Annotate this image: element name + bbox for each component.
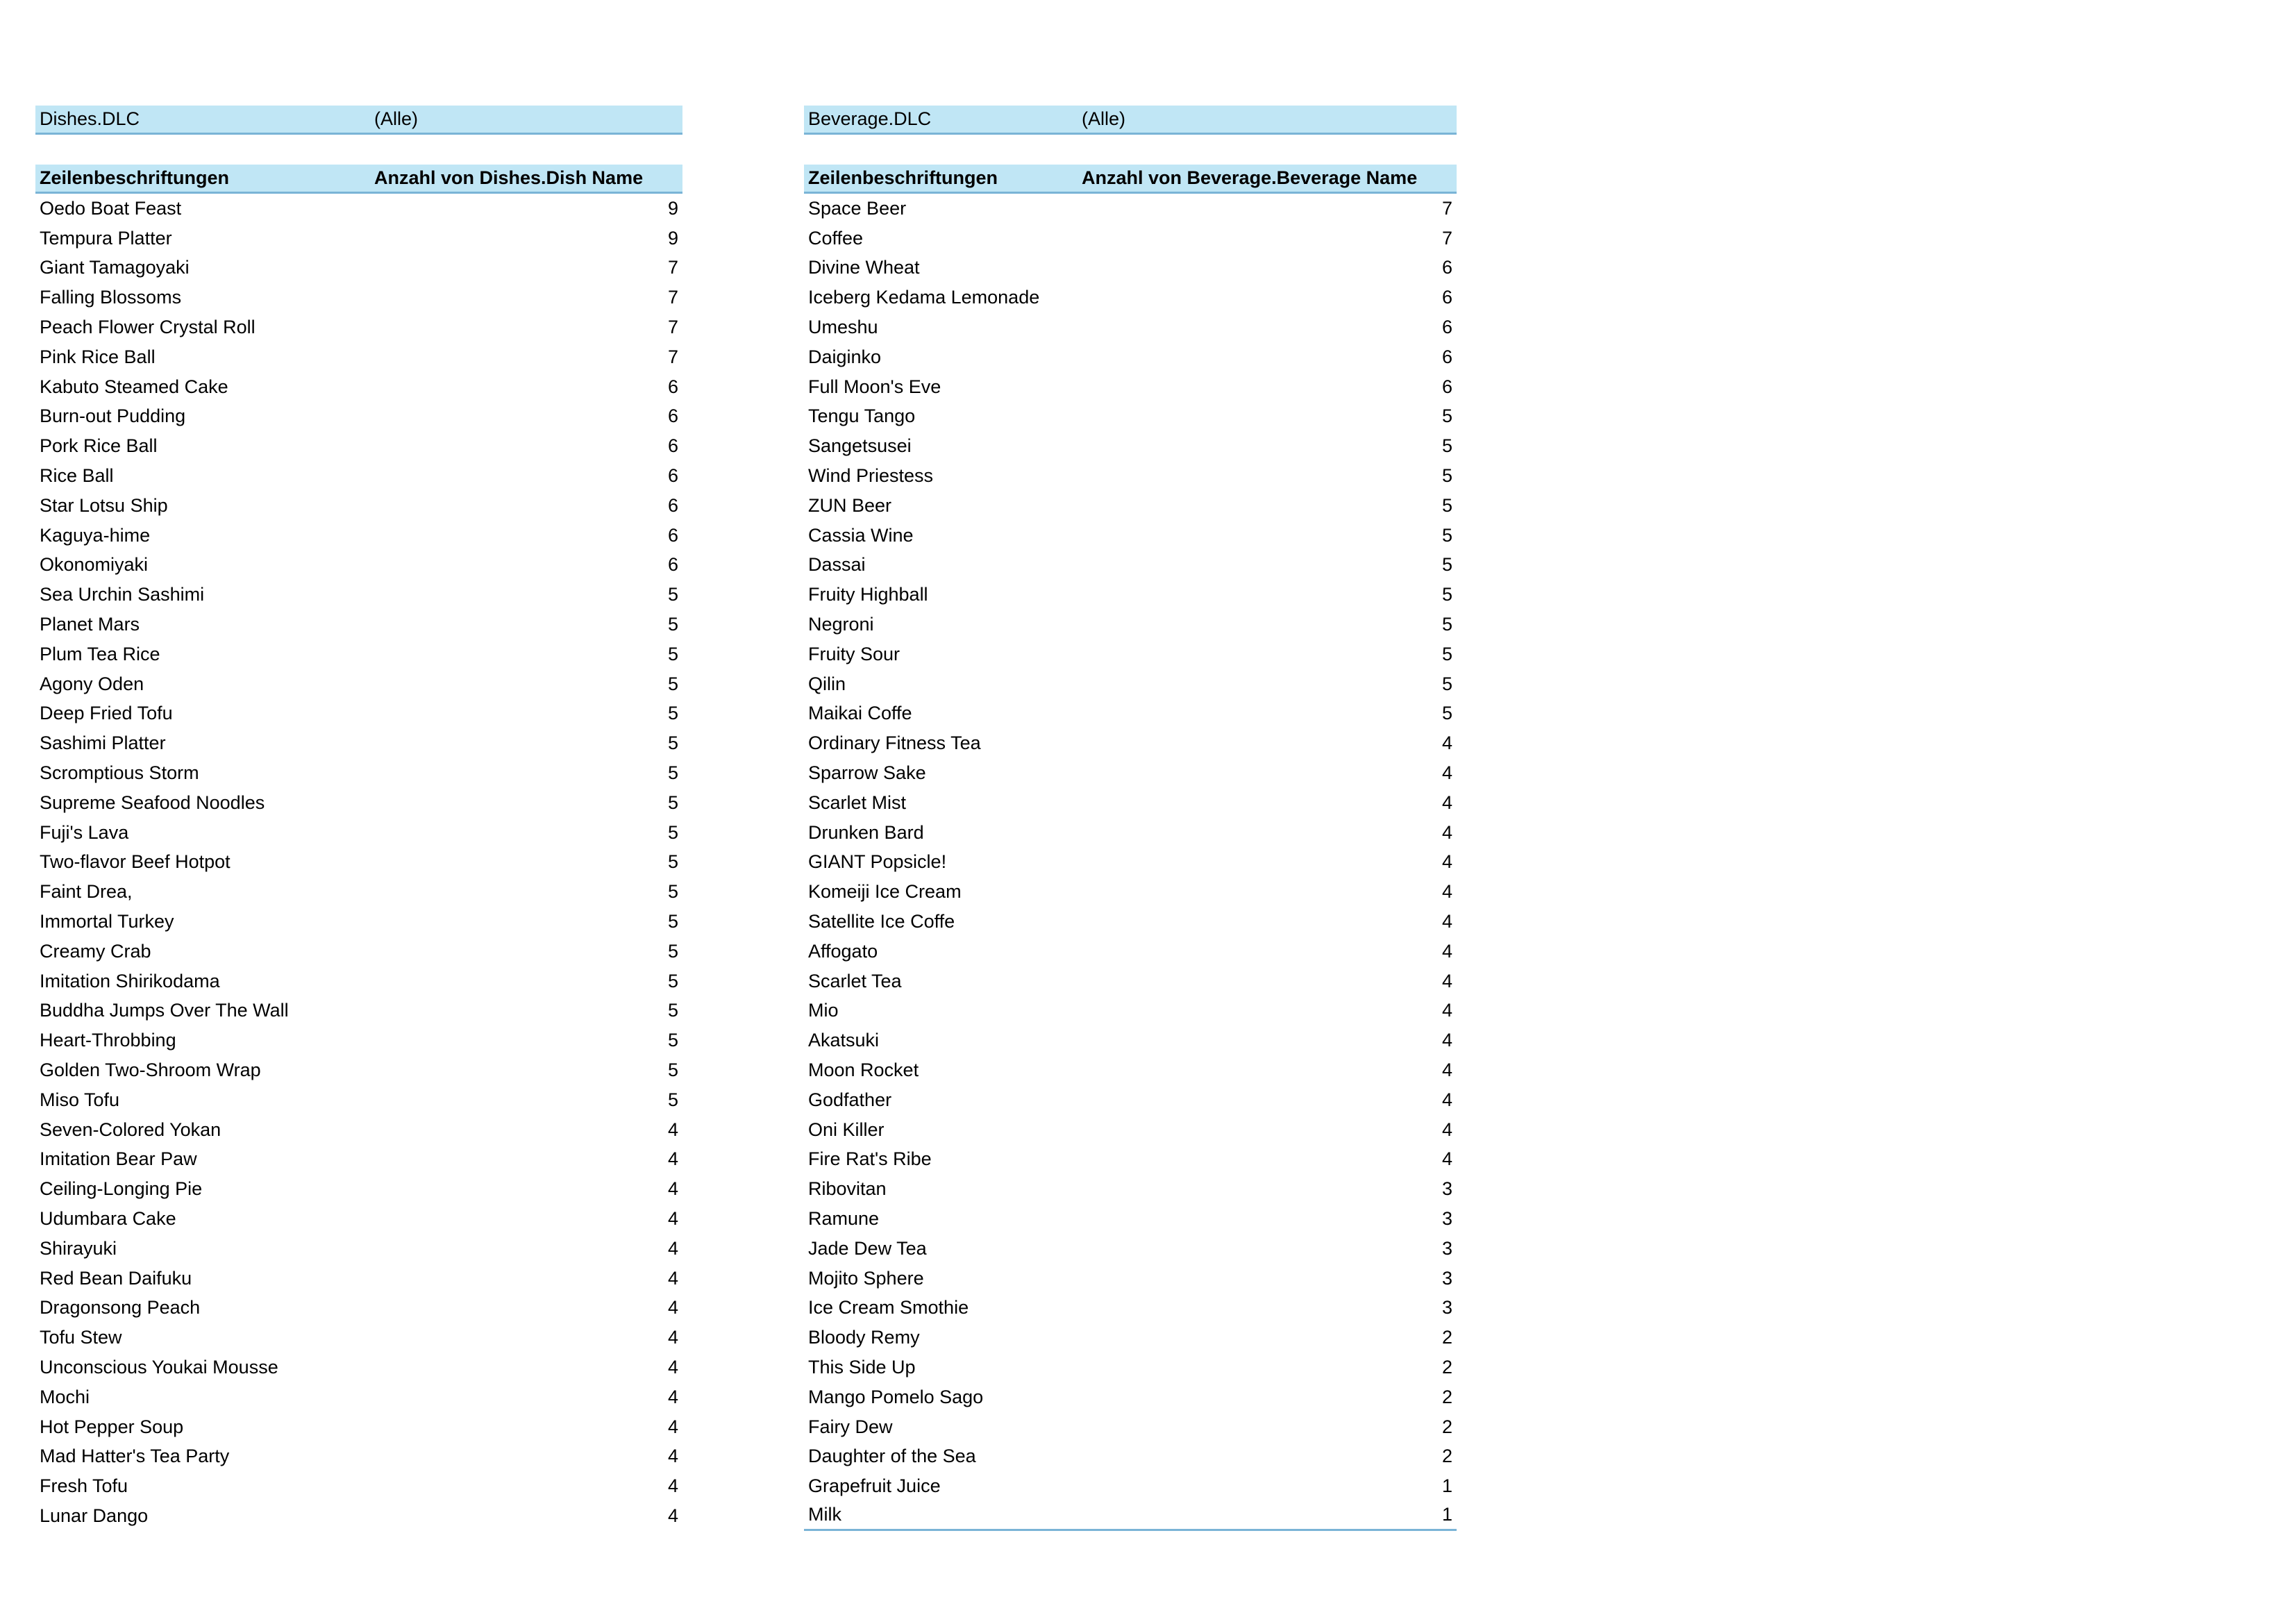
beverage-table-row[interactable] xyxy=(804,402,1457,432)
beverage-row-count: 5 xyxy=(1441,584,1452,605)
dishes-row-count: 4 xyxy=(667,1505,678,1526)
dishes-row-label: Giant Tamagoyaki xyxy=(40,257,190,278)
dishes-table-row[interactable] xyxy=(35,1234,682,1264)
dishes-value-header: Anzahl von Dishes.Dish Name xyxy=(374,167,644,188)
beverage-row-count: 2 xyxy=(1441,1416,1452,1437)
dishes-row-label: Ceiling-Longing Pie xyxy=(40,1178,203,1200)
beverage-table-row[interactable] xyxy=(804,521,1457,551)
beverage-table-row[interactable] xyxy=(804,1353,1457,1382)
dishes-table-row[interactable] xyxy=(35,639,682,669)
beverage-table-row[interactable] xyxy=(804,699,1457,729)
beverage-row-count: 5 xyxy=(1441,524,1452,546)
dishes-table-row[interactable] xyxy=(35,521,682,551)
dishes-table-row[interactable] xyxy=(35,372,682,402)
beverage-rows xyxy=(804,194,1457,1531)
beverage-row-count: 5 xyxy=(1441,405,1452,427)
dishes-table-row[interactable] xyxy=(35,669,682,699)
dishes-row-label: Imitation Shirikodama xyxy=(40,970,220,991)
beverage-table-row[interactable] xyxy=(804,610,1457,639)
beverage-row-count: 5 xyxy=(1441,435,1452,457)
beverage-row-label: Jade Dew Tea xyxy=(808,1237,927,1259)
beverage-table-row[interactable] xyxy=(804,1293,1457,1323)
dishes-row-label: Pork Rice Ball xyxy=(40,435,158,457)
dishes-table-row[interactable] xyxy=(35,996,682,1026)
dishes-table-row[interactable] xyxy=(35,699,682,729)
dishes-row-label: Udumbara Cake xyxy=(40,1207,176,1229)
beverage-row-label: Godfather xyxy=(808,1089,892,1110)
dishes-row-label: Pink Rice Ball xyxy=(40,346,156,367)
beverage-row-label: Negroni xyxy=(808,614,874,635)
beverage-row-count: 7 xyxy=(1441,197,1452,219)
dishes-row-count: 6 xyxy=(667,405,678,427)
dishes-row-label: Rice Ball xyxy=(40,465,114,487)
beverage-table-row[interactable] xyxy=(804,669,1457,699)
beverage-row-count: 3 xyxy=(1441,1267,1452,1289)
dishes-row-label: Fuji's Lava xyxy=(40,821,129,843)
dishes-table-row[interactable] xyxy=(35,937,682,966)
beverage-row-count: 5 xyxy=(1441,673,1452,694)
beverage-row-label: Daughter of the Sea xyxy=(808,1446,976,1467)
beverage-filter-field: Beverage.DLC xyxy=(808,108,932,129)
dishes-row-count: 4 xyxy=(667,1178,678,1200)
dishes-row-count: 4 xyxy=(667,1475,678,1497)
beverage-row-label: Maikai Coffe xyxy=(808,703,912,724)
dishes-row-label: Creamy Crab xyxy=(40,940,151,962)
beverage-table-row[interactable] xyxy=(804,907,1457,937)
beverage-row-label: Divine Wheat xyxy=(808,257,920,278)
dishes-row-count: 6 xyxy=(667,376,678,397)
beverage-table-row[interactable] xyxy=(804,580,1457,610)
beverage-row-label: Akatsuki xyxy=(808,1030,880,1051)
dishes-row-label: Mochi xyxy=(40,1386,90,1407)
dishes-table-row[interactable] xyxy=(35,1441,682,1471)
dishes-row-count: 4 xyxy=(667,1356,678,1378)
beverage-table-row[interactable] xyxy=(804,1323,1457,1353)
beverage-table-row[interactable] xyxy=(804,848,1457,878)
dishes-row-label: Supreme Seafood Noodles xyxy=(40,792,265,813)
dishes-row-count: 4 xyxy=(667,1446,678,1467)
beverage-table-row[interactable] xyxy=(804,877,1457,907)
beverage-row-count: 5 xyxy=(1441,554,1452,576)
beverage-table-row[interactable] xyxy=(804,1174,1457,1204)
dishes-row-count: 7 xyxy=(667,346,678,367)
dishes-row-label: Red Bean Daifuku xyxy=(40,1267,192,1289)
dishes-row-count: 5 xyxy=(667,614,678,635)
dishes-rows xyxy=(35,194,682,1531)
dishes-row-count: 4 xyxy=(667,1267,678,1289)
beverage-row-label: Space Beer xyxy=(808,197,907,219)
beverage-row-count: 4 xyxy=(1441,940,1452,962)
beverage-row-label: Fairy Dew xyxy=(808,1416,893,1437)
dishes-row-label: Heart-Throbbing xyxy=(40,1030,176,1051)
dishes-row-header[interactable]: Zeilenbeschriftungen xyxy=(40,167,230,188)
beverage-filter-value[interactable]: (Alle) xyxy=(1082,108,1126,129)
beverage-row-label: Qilin xyxy=(808,673,846,694)
beverage-row-count: 4 xyxy=(1441,911,1452,932)
dishes-table-row[interactable] xyxy=(35,877,682,907)
beverage-row-label: ZUN Beer xyxy=(808,494,892,516)
beverage-row-label: Drunken Bard xyxy=(808,821,924,843)
beverage-table-row[interactable] xyxy=(804,1145,1457,1175)
dishes-row-count: 4 xyxy=(667,1386,678,1407)
beverage-row-label: Scarlet Mist xyxy=(808,792,907,813)
beverage-row-label: Komeiji Ice Cream xyxy=(808,881,962,903)
dishes-row-label: Sashimi Platter xyxy=(40,733,166,754)
dishes-table-row[interactable] xyxy=(35,461,682,491)
beverage-row-count: 3 xyxy=(1441,1237,1452,1259)
dishes-row-label: Shirayuki xyxy=(40,1237,117,1259)
dishes-row-label: Scromptious Storm xyxy=(40,762,199,784)
dishes-row-count: 4 xyxy=(667,1237,678,1259)
dishes-row-count: 5 xyxy=(667,673,678,694)
dishes-row-count: 4 xyxy=(667,1119,678,1140)
beverage-table-row[interactable] xyxy=(804,996,1457,1026)
dishes-row-count: 5 xyxy=(667,792,678,813)
dishes-row-count: 5 xyxy=(667,1089,678,1110)
dishes-row-count: 7 xyxy=(667,287,678,308)
beverage-row-count: 5 xyxy=(1441,703,1452,724)
dishes-row-label: Agony Oden xyxy=(40,673,144,694)
beverage-row-label: Bloody Remy xyxy=(808,1327,920,1348)
dishes-table-row[interactable] xyxy=(35,283,682,312)
dishes-table-row[interactable] xyxy=(35,1382,682,1412)
beverage-row-count: 5 xyxy=(1441,614,1452,635)
dishes-row-count: 6 xyxy=(667,494,678,516)
dishes-row-label: Buddha Jumps Over The Wall xyxy=(40,1000,289,1021)
beverage-row-count: 4 xyxy=(1441,762,1452,784)
dishes-row-label: Two-flavor Beef Hotpot xyxy=(40,851,231,873)
beverage-row-count: 7 xyxy=(1441,227,1452,249)
dishes-row-label: Kaguya-hime xyxy=(40,524,151,546)
dishes-row-label: Tempura Platter xyxy=(40,227,172,249)
beverage-filter-row[interactable] xyxy=(804,106,1457,135)
dishes-row-label: Burn-out Pudding xyxy=(40,405,186,427)
dishes-row-label: Immortal Turkey xyxy=(40,911,174,932)
beverage-row-header[interactable]: Zeilenbeschriftungen xyxy=(808,167,998,188)
dishes-table-row[interactable] xyxy=(35,1293,682,1323)
dishes-table-row[interactable] xyxy=(35,1115,682,1145)
beverage-table-row[interactable] xyxy=(804,253,1457,283)
beverage-row-label: Cassia Wine xyxy=(808,524,914,546)
dishes-row-count: 5 xyxy=(667,733,678,754)
dishes-row-label: Hot Pepper Soup xyxy=(40,1416,184,1437)
beverage-row-label: Mojito Sphere xyxy=(808,1267,924,1289)
dishes-table-row[interactable] xyxy=(35,966,682,996)
beverage-table-row[interactable] xyxy=(804,1026,1457,1055)
beverage-row-count: 3 xyxy=(1441,1178,1452,1200)
beverage-row-label: Daiginko xyxy=(808,346,882,367)
beverage-table-row[interactable] xyxy=(804,1234,1457,1264)
dishes-row-label: Sea Urchin Sashimi xyxy=(40,584,205,605)
beverage-table-row[interactable] xyxy=(804,966,1457,996)
beverage-table-row[interactable] xyxy=(804,1382,1457,1412)
dishes-filter-value[interactable]: (Alle) xyxy=(374,108,419,129)
dishes-row-count: 5 xyxy=(667,1060,678,1080)
beverage-table-row[interactable] xyxy=(804,758,1457,788)
dishes-row-count: 4 xyxy=(667,1297,678,1319)
beverage-row-count: 2 xyxy=(1441,1327,1452,1348)
beverage-table-row[interactable] xyxy=(804,1204,1457,1234)
beverage-row-count: 6 xyxy=(1441,376,1452,397)
dishes-table-row[interactable] xyxy=(35,1085,682,1115)
beverage-value-header: Anzahl von Beverage.Beverage Name xyxy=(1082,167,1418,188)
dishes-row-count: 5 xyxy=(667,851,678,873)
beverage-table-row[interactable] xyxy=(804,491,1457,521)
dishes-row-count: 5 xyxy=(667,1030,678,1051)
dishes-row-label: Miso Tofu xyxy=(40,1089,120,1110)
dishes-table-row[interactable] xyxy=(35,758,682,788)
beverage-table-row[interactable] xyxy=(804,1115,1457,1145)
dishes-row-label: Mad Hatter's Tea Party xyxy=(40,1446,230,1467)
dishes-filter-row[interactable] xyxy=(35,106,682,135)
dishes-table-row[interactable] xyxy=(35,1145,682,1175)
beverage-row-label: Milk xyxy=(808,1504,841,1525)
beverage-table-row[interactable] xyxy=(804,1085,1457,1115)
beverage-row-label: This Side Up xyxy=(808,1356,916,1378)
dishes-header-row xyxy=(35,165,682,194)
beverage-row-label: Iceberg Kedama Lemonade xyxy=(808,287,1040,308)
dishes-row-count: 4 xyxy=(667,1327,678,1348)
dishes-table-row[interactable] xyxy=(35,1264,682,1294)
beverage-table-row[interactable] xyxy=(804,431,1457,461)
beverage-row-count: 5 xyxy=(1441,494,1452,516)
beverage-table-row[interactable] xyxy=(804,937,1457,966)
dishes-row-count: 6 xyxy=(667,524,678,546)
beverage-row-count: 4 xyxy=(1441,1000,1452,1021)
dishes-row-label: Oedo Boat Feast xyxy=(40,197,182,219)
dishes-table-row[interactable] xyxy=(35,728,682,758)
beverage-row-count: 2 xyxy=(1441,1386,1452,1407)
dishes-row-label: Plum Tea Rice xyxy=(40,643,160,664)
beverage-table-row[interactable] xyxy=(804,551,1457,580)
dishes-table-row[interactable] xyxy=(35,1204,682,1234)
beverage-table-row[interactable] xyxy=(804,1501,1457,1531)
beverage-row-label: Umeshu xyxy=(808,317,878,338)
beverage-row-label: Ramune xyxy=(808,1207,880,1229)
beverage-row-label: Mango Pomelo Sago xyxy=(808,1386,984,1407)
dishes-table-row[interactable] xyxy=(35,1174,682,1204)
dishes-row-count: 6 xyxy=(667,554,678,576)
dishes-row-label: Falling Blossoms xyxy=(40,287,182,308)
beverage-row-count: 4 xyxy=(1441,1030,1452,1051)
beverage-row-count: 4 xyxy=(1441,733,1452,754)
beverage-row-count: 2 xyxy=(1441,1356,1452,1378)
dishes-table-row[interactable] xyxy=(35,431,682,461)
beverage-row-label: Coffee xyxy=(808,227,864,249)
beverage-row-count: 4 xyxy=(1441,881,1452,903)
beverage-table-row[interactable] xyxy=(804,728,1457,758)
dishes-table-row[interactable] xyxy=(35,551,682,580)
beverage-row-count: 4 xyxy=(1441,1089,1452,1110)
beverage-row-label: Fruity Sour xyxy=(808,643,900,664)
beverage-row-label: Moon Rocket xyxy=(808,1060,919,1080)
beverage-table-row[interactable] xyxy=(804,818,1457,848)
beverage-row-count: 4 xyxy=(1441,821,1452,843)
dishes-row-count: 5 xyxy=(667,911,678,932)
dishes-pivot-table xyxy=(35,106,682,1531)
beverage-table-row[interactable] xyxy=(804,639,1457,669)
beverage-table-row[interactable] xyxy=(804,1412,1457,1442)
beverage-row-label: GIANT Popsicle! xyxy=(808,851,947,873)
dishes-row-count: 4 xyxy=(667,1207,678,1229)
beverage-row-count: 5 xyxy=(1441,643,1452,664)
dishes-table-row[interactable] xyxy=(35,342,682,372)
dishes-row-count: 6 xyxy=(667,435,678,457)
beverage-table-row[interactable] xyxy=(804,283,1457,312)
beverage-row-count: 1 xyxy=(1441,1475,1452,1497)
dishes-table-row[interactable] xyxy=(35,253,682,283)
dishes-row-count: 5 xyxy=(667,584,678,605)
dishes-row-count: 6 xyxy=(667,465,678,487)
beverage-pivot-table xyxy=(804,106,1457,1531)
beverage-row-label: Ice Cream Smothie xyxy=(808,1297,969,1319)
beverage-table-row[interactable] xyxy=(804,372,1457,402)
beverage-header-row xyxy=(804,165,1457,194)
beverage-row-label: Wind Priestess xyxy=(808,465,934,487)
beverage-table-row[interactable] xyxy=(804,342,1457,372)
dishes-row-label: Fresh Tofu xyxy=(40,1475,128,1497)
beverage-row-label: Full Moon's Eve xyxy=(808,376,941,397)
beverage-row-label: Fire Rat's Ribe xyxy=(808,1148,932,1170)
dishes-row-count: 5 xyxy=(667,970,678,991)
beverage-row-label: Tengu Tango xyxy=(808,405,916,427)
beverage-table-row[interactable] xyxy=(804,312,1457,342)
beverage-table-row[interactable] xyxy=(804,788,1457,818)
dishes-row-label: Golden Two-Shroom Wrap xyxy=(40,1060,261,1080)
dishes-row-count: 7 xyxy=(667,317,678,338)
beverage-row-count: 4 xyxy=(1441,1148,1452,1170)
beverage-row-count: 4 xyxy=(1441,970,1452,991)
dishes-table-row[interactable] xyxy=(35,1471,682,1501)
dishes-table-row[interactable] xyxy=(35,312,682,342)
beverage-table-row[interactable] xyxy=(804,194,1457,224)
beverage-row-label: Sparrow Sake xyxy=(808,762,926,784)
dishes-table-row[interactable] xyxy=(35,491,682,521)
beverage-row-count: 6 xyxy=(1441,317,1452,338)
dishes-table-row[interactable] xyxy=(35,1353,682,1382)
beverage-row-label: Mio xyxy=(808,1000,839,1021)
dishes-table-row[interactable] xyxy=(35,907,682,937)
dishes-row-label: Unconscious Youkai Mousse xyxy=(40,1356,278,1378)
beverage-row-label: Oni Killer xyxy=(808,1119,885,1140)
beverage-row-label: Dassai xyxy=(808,554,866,576)
dishes-row-count: 7 xyxy=(667,257,678,278)
beverage-table-row[interactable] xyxy=(804,461,1457,491)
beverage-row-count: 4 xyxy=(1441,851,1452,873)
beverage-row-label: Affogato xyxy=(808,940,878,962)
dishes-row-label: Seven-Colored Yokan xyxy=(40,1119,221,1140)
dishes-row-count: 4 xyxy=(667,1148,678,1170)
dishes-row-count: 4 xyxy=(667,1416,678,1437)
dishes-table-row[interactable] xyxy=(35,818,682,848)
dishes-row-label: Planet Mars xyxy=(40,614,140,635)
beverage-row-count: 1 xyxy=(1441,1504,1452,1525)
dishes-row-label: Kabuto Steamed Cake xyxy=(40,376,228,397)
dishes-row-count: 5 xyxy=(667,940,678,962)
beverage-row-count: 3 xyxy=(1441,1297,1452,1319)
dishes-row-count: 5 xyxy=(667,821,678,843)
dishes-row-label: Okonomiyaki xyxy=(40,554,149,576)
beverage-row-label: Fruity Highball xyxy=(808,584,928,605)
dishes-table-row[interactable] xyxy=(35,194,682,224)
beverage-row-count: 4 xyxy=(1441,1119,1452,1140)
beverage-table-row[interactable] xyxy=(804,224,1457,253)
beverage-row-count: 5 xyxy=(1441,465,1452,487)
dishes-row-count: 5 xyxy=(667,1000,678,1021)
beverage-row-count: 4 xyxy=(1441,1060,1452,1080)
dishes-row-count: 9 xyxy=(667,197,678,219)
beverage-row-label: Scarlet Tea xyxy=(808,970,902,991)
dishes-table-row[interactable] xyxy=(35,848,682,878)
dishes-row-label: Star Lotsu Ship xyxy=(40,494,168,516)
beverage-row-label: Grapefruit Juice xyxy=(808,1475,941,1497)
beverage-row-count: 2 xyxy=(1441,1446,1452,1467)
beverage-row-count: 6 xyxy=(1441,287,1452,308)
beverage-table-row[interactable] xyxy=(804,1055,1457,1085)
dishes-row-label: Tofu Stew xyxy=(40,1327,122,1348)
dishes-filter-field: Dishes.DLC xyxy=(40,108,140,129)
beverage-row-count: 4 xyxy=(1441,792,1452,813)
dishes-table-row[interactable] xyxy=(35,580,682,610)
beverage-row-label: Sangetsusei xyxy=(808,435,912,457)
dishes-table-row[interactable] xyxy=(35,224,682,253)
dishes-table-row[interactable] xyxy=(35,1412,682,1442)
dishes-table-row[interactable] xyxy=(35,1501,682,1531)
dishes-table-row[interactable] xyxy=(35,1323,682,1353)
dishes-row-count: 9 xyxy=(667,227,678,249)
dishes-row-label: Dragonsong Peach xyxy=(40,1297,201,1319)
beverage-row-count: 6 xyxy=(1441,346,1452,367)
dishes-table-row[interactable] xyxy=(35,402,682,432)
beverage-table-row[interactable] xyxy=(804,1441,1457,1471)
dishes-row-label: Lunar Dango xyxy=(40,1505,149,1526)
dishes-table-row[interactable] xyxy=(35,610,682,639)
dishes-row-count: 5 xyxy=(667,881,678,903)
dishes-table-row[interactable] xyxy=(35,1055,682,1085)
dishes-row-label: Faint Drea, xyxy=(40,881,133,903)
dishes-row-label: Peach Flower Crystal Roll xyxy=(40,317,255,338)
beverage-row-count: 3 xyxy=(1441,1207,1452,1229)
dishes-row-count: 5 xyxy=(667,643,678,664)
beverage-table-row[interactable] xyxy=(804,1471,1457,1501)
beverage-row-label: Ordinary Fitness Tea xyxy=(808,733,981,754)
dishes-table-row[interactable] xyxy=(35,788,682,818)
dishes-row-count: 5 xyxy=(667,703,678,724)
beverage-table-row[interactable] xyxy=(804,1264,1457,1294)
beverage-row-label: Ribovitan xyxy=(808,1178,887,1200)
beverage-row-label: Satellite Ice Coffe xyxy=(808,911,955,932)
dishes-row-label: Deep Fried Tofu xyxy=(40,703,173,724)
dishes-row-count: 5 xyxy=(667,762,678,784)
dishes-row-label: Imitation Bear Paw xyxy=(40,1148,197,1170)
dishes-table-row[interactable] xyxy=(35,1026,682,1055)
beverage-row-count: 6 xyxy=(1441,257,1452,278)
